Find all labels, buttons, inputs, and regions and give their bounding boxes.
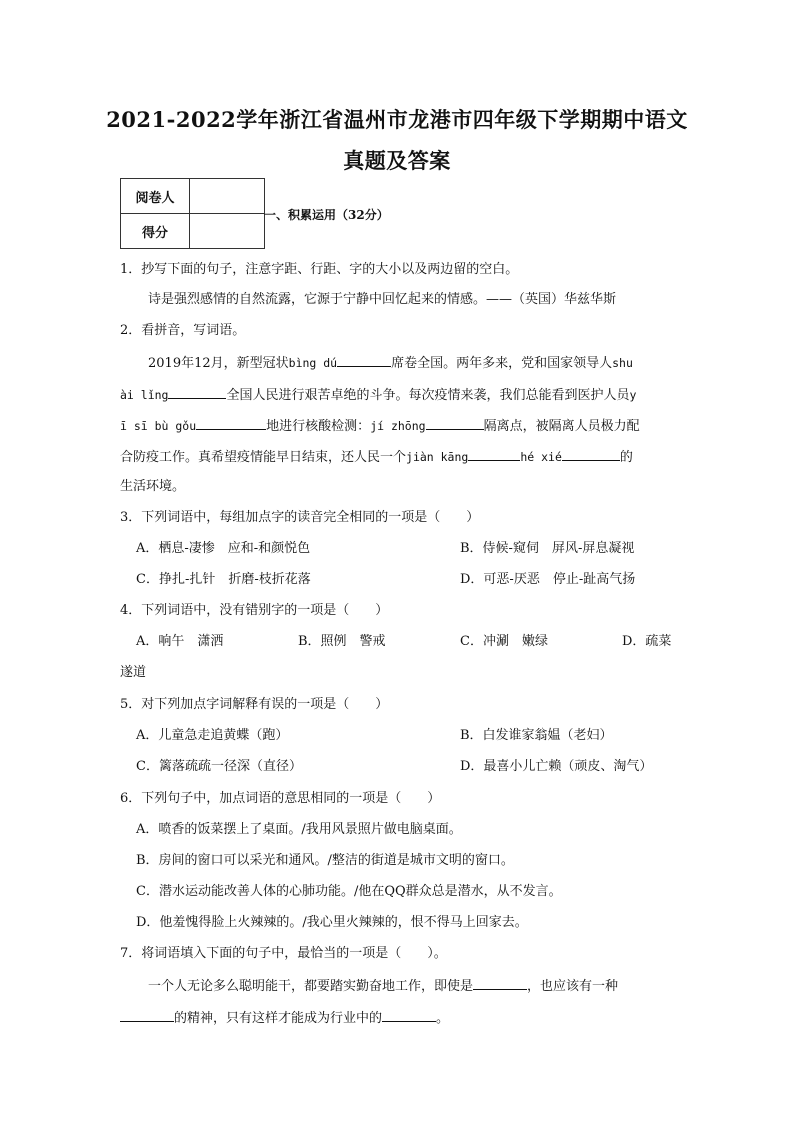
pinyin-shu: shu (612, 356, 633, 370)
q4-option-d-cont: 遂道 (120, 665, 147, 680)
q2-l2b: 全国人民进行艰苦卓绝的斗争。每次疫情来袭，我们总能看到医护人员 (226, 388, 630, 403)
q7-l2a: 的精神，只有这样才能成为行业中的 (174, 1011, 383, 1026)
q2-l3b: 地进行核酸检测： (266, 419, 371, 434)
q6-stem: 6．下列句子中，加点词语的意思相同的一项是（ ） (120, 791, 441, 806)
q7-blank-1[interactable] (473, 977, 527, 990)
pinyin-y: y (629, 388, 637, 402)
q6-option-d[interactable]: D．他羞愧得脸上火辣辣的。/我心里火辣辣的，恨不得马上回家去。 (136, 915, 528, 930)
reviewer-label: 阅卷人 (121, 179, 190, 214)
pinyin-yisibugou: ī sī bù gǒu (120, 419, 197, 433)
blank-jiankang[interactable] (468, 448, 520, 461)
q4-stem: 4．下列词语中，没有错别字的一项是（ ） (120, 603, 389, 618)
q5-option-b[interactable]: B．白发谁家翁媪（老妇） (460, 728, 613, 743)
q2-l1a: 2019年12月，新型冠状 (148, 356, 289, 371)
blank-bingdu[interactable] (337, 354, 391, 367)
q7-blank-2[interactable] (120, 1009, 174, 1022)
page-title-line2: 真题及答案 (343, 148, 451, 173)
score-label: 得分 (121, 214, 190, 249)
q1-quote: 诗是强烈感情的自然流露，它源于宁静中回忆起来的情感。——（英国）华兹华斯 (148, 292, 617, 307)
blank-jizhong[interactable] (426, 417, 484, 430)
pinyin-jiankang: jiàn kāng (406, 450, 469, 464)
q2-line4 (120, 448, 633, 466)
q2-stem: 2．看拼音，写词语。 (120, 323, 246, 338)
q7-line1 (148, 977, 618, 995)
q4-option-c[interactable]: C．冲涮 嫩绿 (460, 634, 548, 649)
q5-stem: 5．对下列加点字词解释有误的一项是（ ） (120, 697, 389, 712)
q5-option-c[interactable]: C．篱落疏疏一径深（直径） (136, 759, 302, 774)
q2-l1b: 席卷全国。两年多来，党和国家领导人 (391, 356, 613, 371)
q2-l3c: 隔离点，被隔离人员极力配 (483, 419, 640, 434)
q2-l4a: 合防疫工作。真希望疫情能早日结束，还人民一个 (120, 450, 407, 465)
page-title-line1: 2021-2022学年浙江省温州市龙港市四年级下学期期中语文 (106, 107, 688, 132)
q2-line5: 生活环境。 (120, 479, 186, 494)
q1-stem: 1．抄写下面的句子，注意字距、行距、字的大小以及两边留的空白。 (120, 262, 519, 277)
blank-shuailing[interactable] (168, 386, 226, 399)
pinyin-hexie: hé xié (520, 450, 562, 464)
q2-line1 (148, 354, 633, 372)
q4-option-b[interactable]: B．照例 警戒 (298, 634, 386, 649)
q6-option-c[interactable]: C．潜水运动能改善人体的心肺功能。/他在QQ群众总是潜水，从不发言。 (136, 884, 562, 899)
q5-option-d[interactable]: D．最喜小儿亡赖（顽皮、淘气） (460, 759, 653, 774)
q7-l1b: ，也应该有一种 (527, 979, 619, 994)
blank-yisibugou[interactable] (196, 417, 266, 430)
q7-blank-3[interactable] (382, 1009, 436, 1022)
q6-option-b[interactable]: B．房间的窗口可以采光和通风。/整洁的街道是城市文明的窗口。 (136, 853, 514, 868)
q2-l4b: 的 (619, 450, 633, 465)
q6-option-a[interactable]: A．喷香的饭菜摆上了桌面。/我用风景照片做电脑桌面。 (136, 822, 462, 837)
q3-option-c[interactable]: C．挣扎-扎针 折磨-枝折花落 (136, 572, 311, 587)
reviewer-cell (190, 179, 265, 214)
q3-stem: 3．下列词语中，每组加点字的读音完全相同的一项是（ ） (120, 510, 480, 525)
score-cell (190, 214, 265, 249)
section-heading: 一、积累运用（32分） (264, 208, 389, 222)
q2-line2 (120, 386, 636, 404)
q3-option-a[interactable]: A．栖息-凄惨 应和-和颜悦色 (136, 541, 311, 556)
blank-hexie[interactable] (562, 448, 620, 461)
q3-option-b[interactable]: B．侍候-窥伺 屏风-屏息凝视 (460, 541, 635, 556)
q7-l1a: 一个人无论多么聪明能干，都要踏实勤奋地工作，即使是 (148, 979, 474, 994)
q5-option-a[interactable]: A．儿童急走追黄蝶（跑） (136, 728, 289, 743)
q4-option-a[interactable]: A．响午 潇洒 (136, 634, 224, 649)
q4-option-d[interactable]: D．疏菜 (622, 634, 672, 649)
q7-line2 (120, 1009, 449, 1027)
q2-line3 (120, 417, 640, 435)
pinyin-bingdu: bìng dú (288, 356, 338, 370)
pinyin-jizhong: jí zhōng (370, 419, 426, 433)
score-table (120, 178, 265, 249)
q3-option-d[interactable]: D．可恶-厌恶 停止-趾高气扬 (460, 572, 636, 587)
pinyin-shuailing: ài lǐng (120, 388, 169, 402)
q7-stem: 7．将词语填入下面的句子中，最恰当的一项是（ ）。 (120, 946, 447, 961)
q7-l2b: 。 (436, 1011, 450, 1026)
